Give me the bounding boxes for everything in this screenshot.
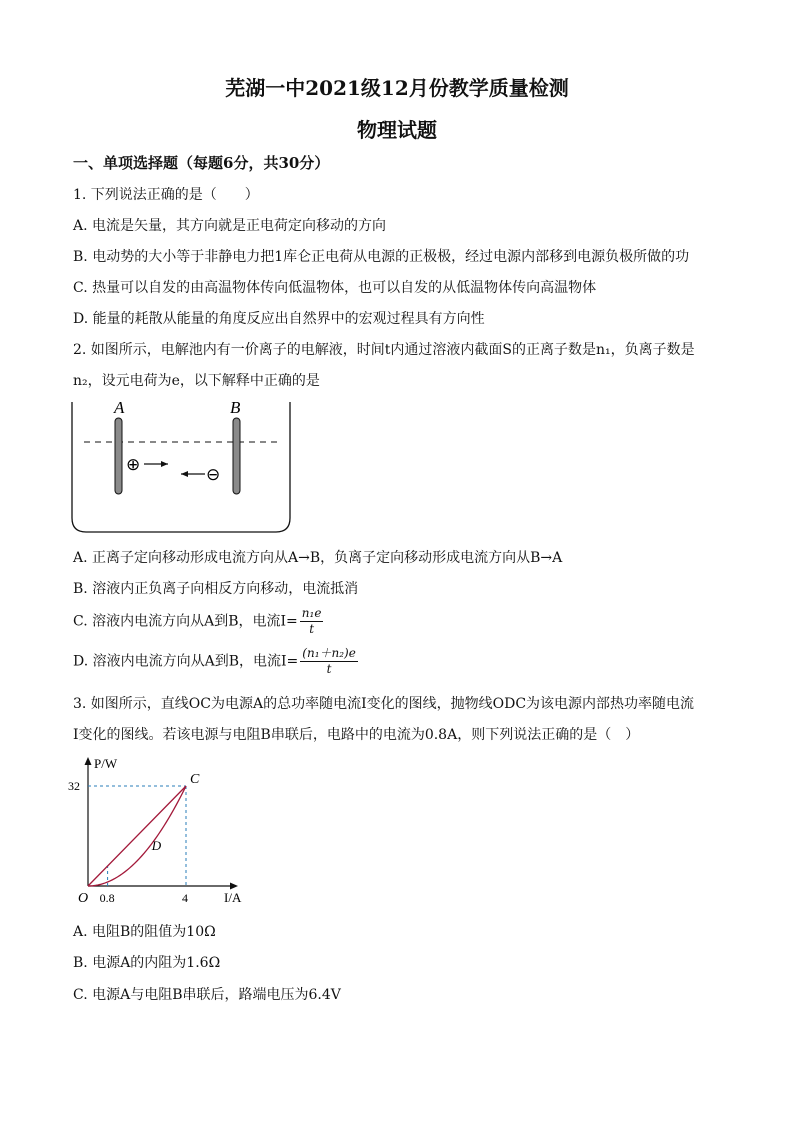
- fraction-denominator: t: [326, 662, 332, 676]
- q2-option-c-fraction: [300, 606, 324, 637]
- q3-option-b: B. 电源A的内阻为1.6Ω: [73, 955, 221, 971]
- q3-option-c: C. 电源A与电阻B串联后，路端电压为6.4V: [73, 987, 341, 1003]
- x-axis-arrowhead: [230, 883, 238, 890]
- page-subtitle: 物理试题: [357, 118, 437, 142]
- electrode-b: [233, 418, 240, 494]
- y-tick-label: 32: [68, 779, 80, 793]
- y-axis-label: P/W: [94, 756, 118, 771]
- q2-stem-line1: 2. 如图所示，电解池内有一价离子的电解液，时间t内通过溶液内截面S的正离子数是n₁，负离子数是: [73, 342, 695, 358]
- q2-option-a: A. 正离子定向移动形成电流方向从A→B，负离子定向移动形成电流方向从B→A: [73, 550, 563, 566]
- tank-outline: [72, 402, 290, 532]
- section-heading: 一、单项选择题（每题6分，共30分）: [73, 154, 330, 172]
- origin-label: O: [78, 891, 89, 906]
- fraction-numerator: (n₁＋n₂)e: [302, 646, 356, 660]
- electrolysis-figure: [68, 396, 298, 538]
- q3-stem-line1: 3. 如图所示，直线OC为电源A的总功率随电流I变化的图线，抛物线ODC为该电源内部热功率随电流: [73, 696, 695, 712]
- q2-option-d-text: D. 溶液内电流方向从A到B，电流I=: [73, 653, 299, 670]
- electrode-a: [115, 418, 122, 494]
- q1-stem: 1. 下列说法正确的是（ ）: [73, 187, 259, 203]
- q2-option-c-text: C. 溶液内电流方向从A到B，电流I=: [73, 613, 298, 630]
- q2-option-d-fraction: [300, 646, 358, 677]
- negative-ion-icon: ⊖: [206, 465, 221, 484]
- q3-option-a: A. 电阻B的阻值为10Ω: [73, 924, 216, 940]
- fraction-numerator: n₁e: [301, 606, 322, 620]
- series-line-oc: [88, 786, 186, 886]
- power-current-chart: [68, 752, 258, 912]
- q1-option-c: C. 热量可以自发的由高温物体传向低温物体，也可以自发的从低温物体传向高温物体: [73, 280, 597, 296]
- page-title: 芜湖一中2021级12月份教学质量检测: [225, 76, 569, 100]
- q1-option-d: D. 能量的耗散从能量的角度反应出自然界中的宏观过程具有方向性: [73, 311, 485, 327]
- point-label-d: D: [151, 838, 162, 854]
- q2-option-d: [73, 646, 358, 677]
- point-label-c: C: [190, 772, 200, 787]
- q3-stem-line2: I变化的图线。若该电源与电阻B串联后，电路中的电流为0.8A，则下列说法正确的是（ ）: [73, 727, 640, 743]
- electrode-a-label: A: [114, 398, 125, 417]
- x-tick-label: 4: [182, 891, 188, 905]
- q1-option-a: A. 电流是矢量，其方向就是正电荷定向移动的方向: [73, 218, 387, 234]
- x-axis-label: I/A: [224, 890, 242, 905]
- electrode-b-label: B: [230, 398, 241, 417]
- q2-option-b: B. 溶液内正负离子向相反方向移动，电流抵消: [73, 581, 359, 597]
- q2-stem-line2: n₂，设元电荷为e，以下解释中正确的是: [73, 373, 320, 389]
- q1-option-b: B. 电动势的大小等于非静电力把1库仑正电荷从电源的正极极，经过电源内部移到电源负极所做的功: [73, 249, 690, 265]
- positive-ion-icon: ⊕: [126, 455, 141, 474]
- y-axis-arrowhead: [85, 757, 92, 765]
- q2-option-c: [73, 606, 323, 637]
- fraction-denominator: t: [309, 622, 315, 636]
- x-tick-label: 0.8: [99, 891, 115, 905]
